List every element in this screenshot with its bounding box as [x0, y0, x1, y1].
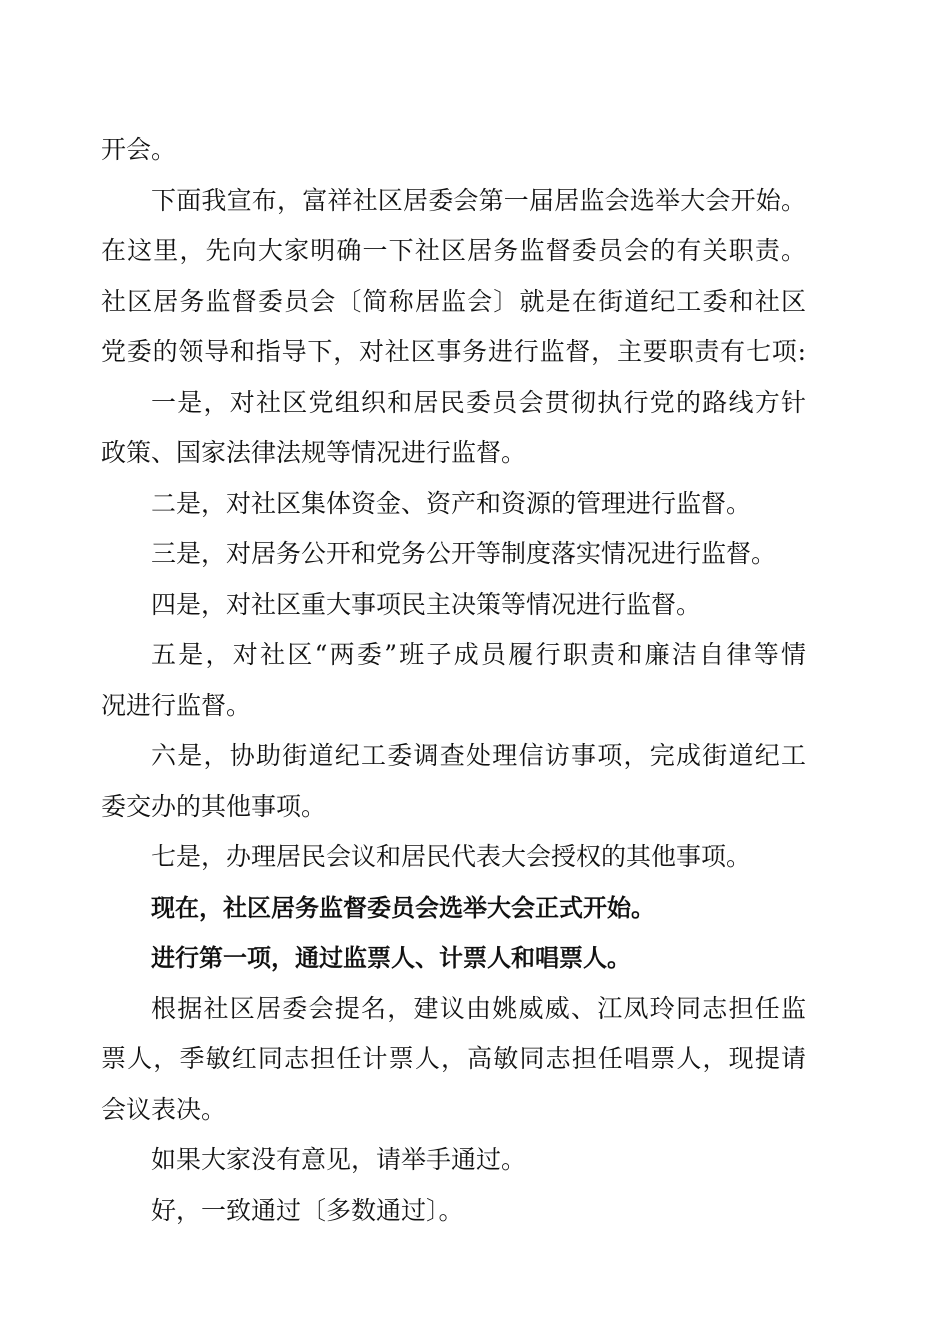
text-line: 七是，办理居民会议和居民代表大会授权的其他事项。 — [151, 842, 752, 871]
text-line: 会议表决。 — [101, 1095, 227, 1124]
text-line: 根据社区居委会提名，建议由姚威威、江凤玲同志担任监 — [151, 994, 806, 1023]
text-line: 党委的领导和指导下，对社区事务进行监督，主要职责有七项: — [101, 337, 806, 366]
text-line: 四是，对社区重大事项民主决策等情况进行监督。 — [151, 590, 702, 619]
text-line: 在这里，先向大家明确一下社区居务监督委员会的有关职责。 — [101, 236, 806, 265]
text-line: 三是，对居务公开和党务公开等制度落实情况进行监督。 — [151, 539, 777, 568]
bold-text-line: 现在，社区居务监督委员会选举大会正式开始。 — [151, 894, 655, 922]
text-line: 下面我宣布，富祥社区居委会第一届居监会选举大会开始。 — [151, 186, 806, 215]
text-line: 委交办的其他事项。 — [101, 792, 327, 821]
text-line: 况进行监督。 — [101, 691, 252, 720]
text-line: 六是，协助街道纪工委调查处理信访事项，完成街道纪工 — [151, 741, 806, 770]
text-line: 好，一致通过〔多数通过〕。 — [151, 1196, 464, 1225]
text-line: 社区居务监督委员会〔简称居监会〕就是在街道纪工委和社区 — [101, 287, 806, 316]
text-line: 二是，对社区集体资金、资产和资源的管理进行监督。 — [151, 489, 752, 518]
text-line: 如果大家没有意见，请举手通过。 — [151, 1145, 527, 1174]
text-line: 开会。 — [101, 135, 177, 164]
text-line: 政策、国家法律法规等情况进行监督。 — [101, 438, 527, 467]
text-line: 一是，对社区党组织和居民委员会贯彻执行党的路线方针 — [151, 388, 806, 417]
text-line: 五是，对社区“两委”班子成员履行职责和廉洁自律等情 — [151, 640, 806, 669]
bold-text-line: 进行第一项，通过监票人、计票人和唱票人。 — [151, 944, 631, 972]
text-line: 票人，季敏红同志担任计票人，高敏同志担任唱票人，现提请 — [101, 1044, 806, 1073]
